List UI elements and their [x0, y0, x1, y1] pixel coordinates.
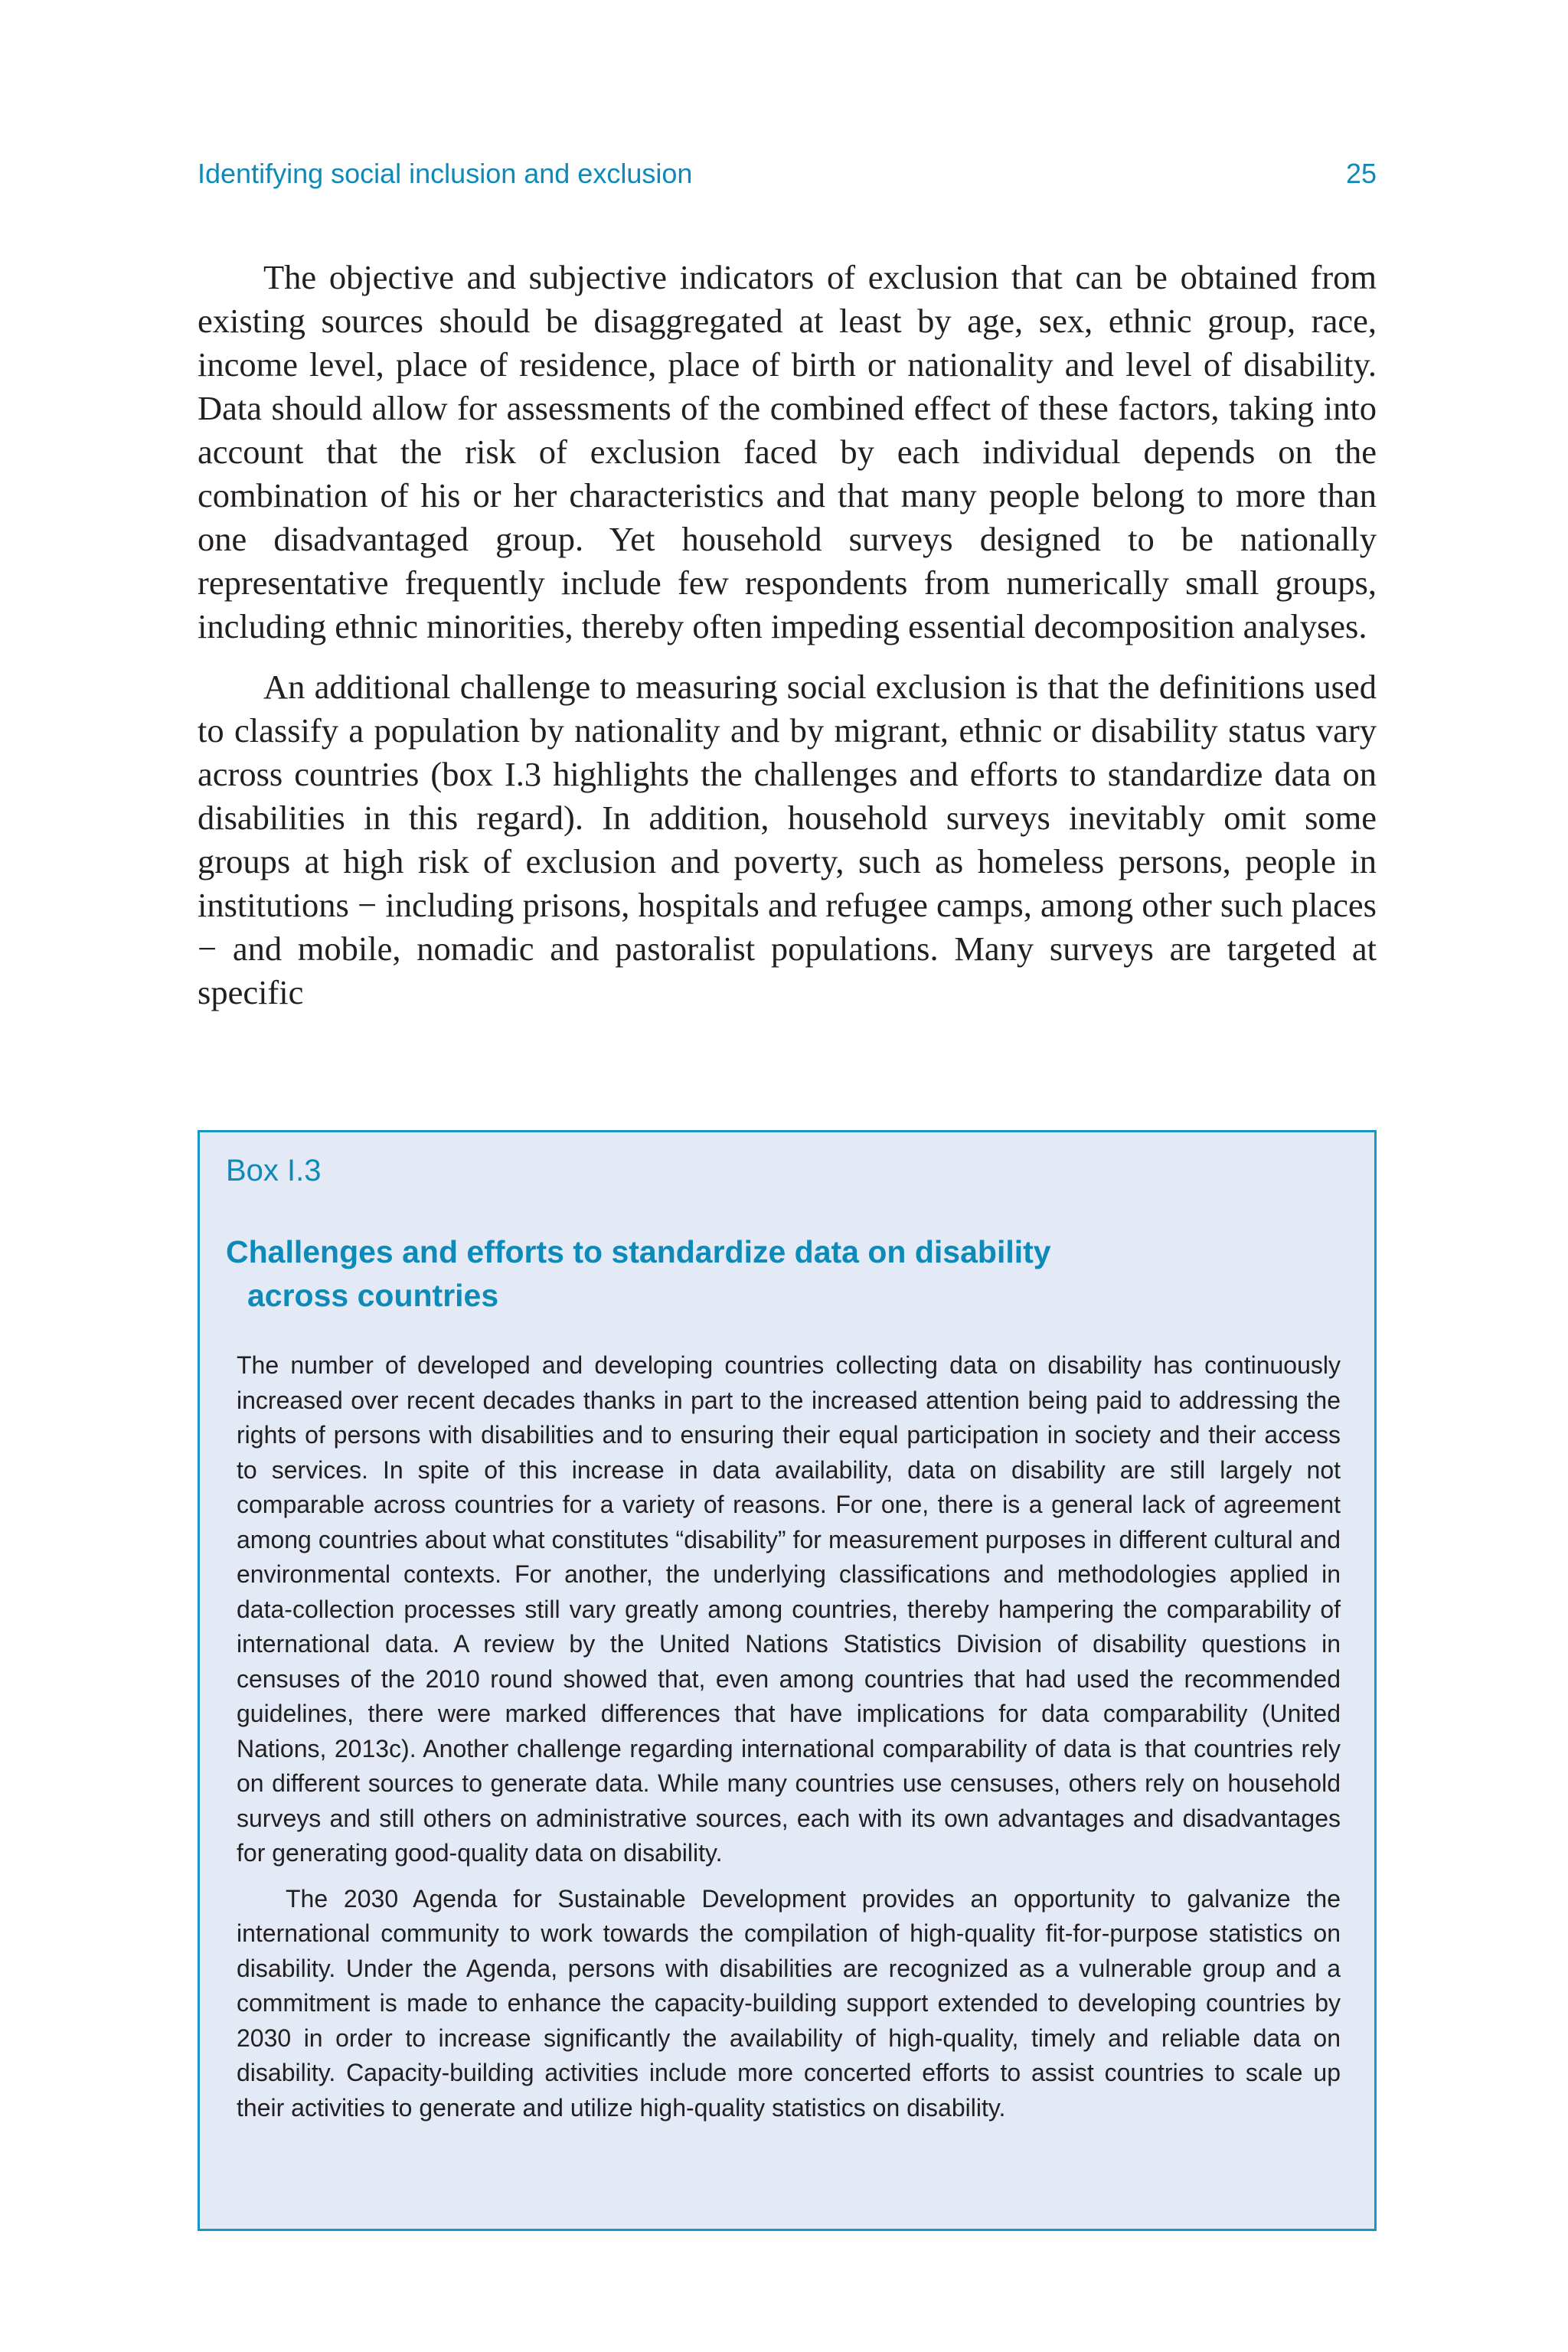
- main-text: [198, 256, 1377, 1031]
- box-title: [226, 1230, 1221, 1318]
- box-i3: [198, 1130, 1377, 2231]
- box-label: Box I.3: [226, 1154, 322, 1187]
- box-paragraph: The 2030 Agenda for Sustainable Development provides an opportunity to galvanize the international community to work towards the compilation of high-quality fit-for-purpose statistics on disability. Under the Agenda, persons with disabilities are recognized as a vulnerable group and a commitment is made to enhance the capacity-building support extended to developing countries by 2030 in order to increase significantly the availability of high-quality, timely and reliable data on disability. Capacity-building activities include more concerted efforts to assist countries to scale up their activities to generate and utilize high-quality statistics on disability.: [237, 1884, 1341, 2122]
- box-paragraph: The number of developed and developing countries collecting data on disability has continuously increased over recent decades thanks in part to the increased attention being paid to addressing the rights of persons with disabilities and to ensuring their equal participation in society and their access to services. In spite of this increase in data availability, data on disability are still largely not comparable across countries for a variety of reasons. For one, there is a general lack of agreement among countries about what constitutes “disability” for measurement purposes in different cultural and environmental contexts. For another, the underlying classifications and methodologies applied in data-collection processes still vary greatly among countries, thereby hampering the comparability of international data. A review by the United Nations Statistics Division of disability questions in censuses of the 2010 round showed that, even among countries that had used the recommended guidelines, there were marked differences that have implications for data comparability (United Nations, 2013c). Another challenge regarding international comparability of data is that countries rely on different sources to generate data. While many countries use censuses, others rely on household surveys and still others on administrative sources, each with its own advantages and disadvantages for generating good-quality data on disability.: [237, 1351, 1341, 1867]
- running-header: [198, 158, 1377, 190]
- box-body: [237, 1348, 1341, 2136]
- main-paragraph: An additional challenge to measuring social exclusion is that the definitions used to classify a population by nationality and by migrant, ethnic or disability status vary across countries (box I.3 highlights the challenges and efforts to standardize data on disabilities in this regard). In addition, household surveys inevitably omit some groups at high risk of exclusion and poverty, such as homeless persons, people in institutions − including prisons, hospitals and refugee camps, among other such places − and mobile, nomadic and pastoralist populations. Many surveys are targeted at specific: [198, 668, 1377, 1011]
- page-number: 25: [1345, 158, 1377, 189]
- box-title-line-2: across countries: [247, 1278, 499, 1313]
- running-title: Identifying social inclusion and exclusion: [198, 158, 693, 189]
- main-paragraph: The objective and subjective indicators of exclusion that can be obtained from existing sources should be disaggregated at least by age, sex, ethnic group, race, income level, place of residence, place of birth or nationality and level of disability. Data should allow for assessments of the combined effect of these factors, taking into account that the risk of exclusion faced by each individual depends on the combination of his or her characteristics and that many people belong to more than one disadvantaged group. Yet household surveys designed to be nationally representative frequently include few respondents from numerically small groups, including ethnic minorities, thereby often impeding essential decomposition analyses.: [198, 258, 1377, 645]
- box-title-line-1: Challenges and efforts to standardize data on disability: [226, 1234, 1051, 1269]
